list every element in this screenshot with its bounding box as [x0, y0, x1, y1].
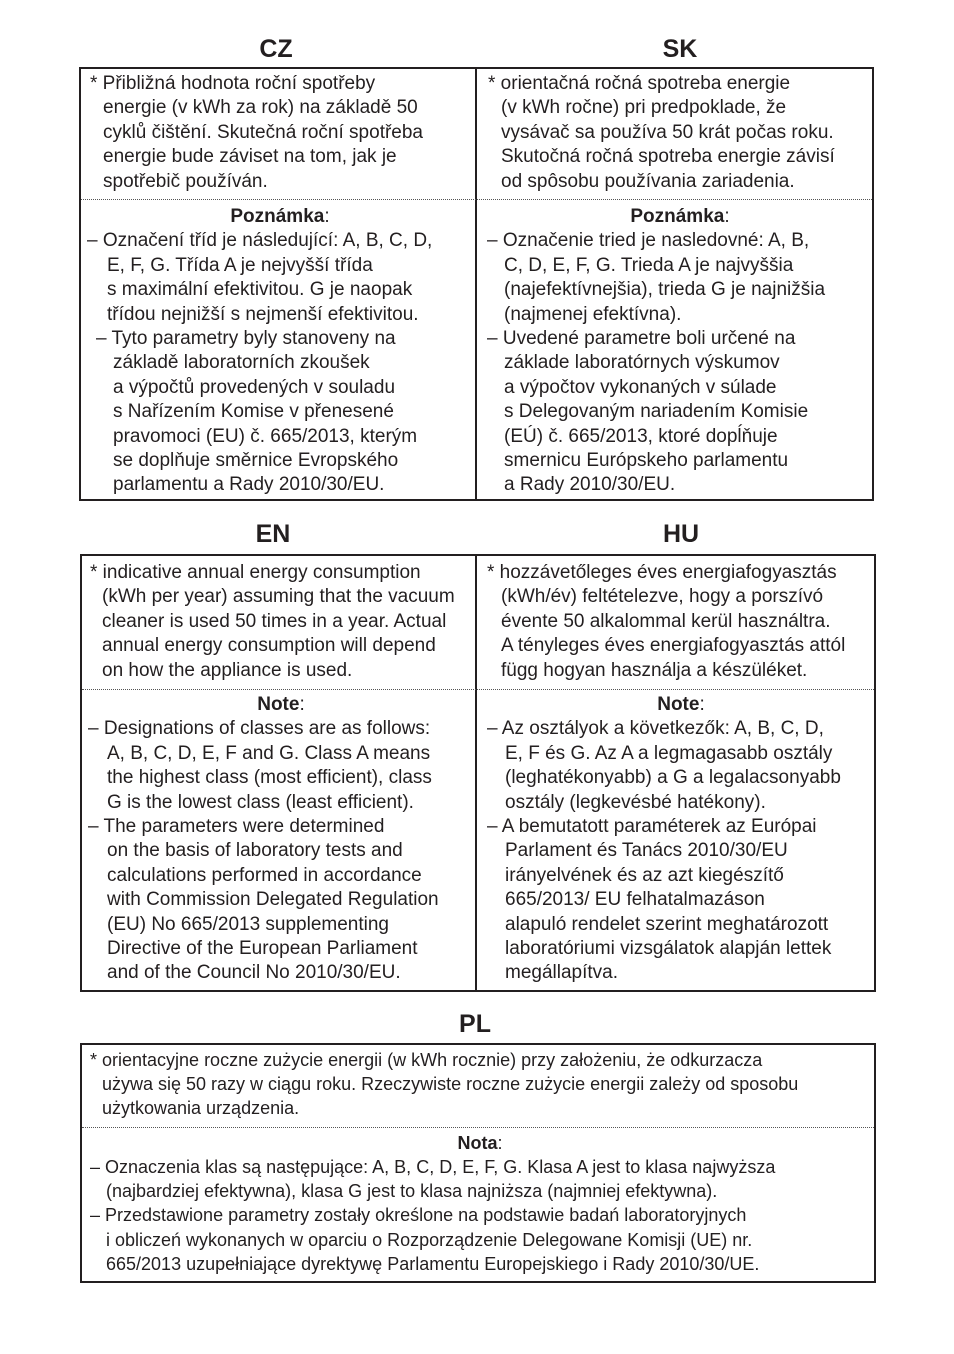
note-line: (najbardziej efektywna), klasa G jest to klasa najniższa (najmniej efektywna).	[106, 1181, 718, 1202]
footnote-line: évente 50 alkalommal kerül használtra.	[501, 610, 831, 632]
note-line: i obliczeń wykonanych w oparciu o Rozporządzenie Delegowane Komisji (UE) nr.	[106, 1229, 753, 1250]
note-title	[487, 205, 873, 229]
note-line: G is the lowest class (least efficient).	[107, 791, 414, 813]
footnote-line: annual energy consumption will depend	[102, 635, 436, 657]
footnote-line: od spôsobu používania zariadenia.	[501, 170, 795, 192]
note-line: with Commission Delegated Regulation	[107, 889, 439, 911]
note-line: osztály (legkevésbé hatékony).	[505, 791, 766, 813]
footnote-line: cyklů čištění. Skutečná roční spotřeba	[103, 121, 423, 143]
note-line: a výpočtů provedených v souladu	[113, 376, 396, 398]
note-line: – Az osztályok a következők: A, B, C, D,	[487, 718, 824, 740]
note-line: alapuló rendelet szerint meghatározott	[505, 913, 829, 935]
footnote-line: on how the appliance is used.	[102, 659, 353, 681]
footnote-line: cleaner is used 50 times in a year. Actual	[102, 610, 447, 632]
footnote-line: függ hogyan használja a készüléket.	[501, 659, 808, 681]
sk-footnote	[488, 72, 873, 194]
note-line: – Oznaczenia klas są następujące: A, B, C, D, E, F, G. Klasa A jest to klasa najwyższa	[90, 1157, 776, 1177]
note-title	[90, 1131, 870, 1155]
footnote-line: (v kWh ročne) pri predpoklade, že	[501, 97, 787, 119]
footnote-line: (kWh per year) assuming that the vacuum	[102, 586, 455, 608]
note-line: on the basis of laboratory tests and	[107, 840, 403, 862]
note-line: and of the Council No 2010/30/EU.	[107, 962, 401, 984]
footnote-line: * orientacyjne roczne zużycie energii (w kWh rocznie) przy założeniu, że odkurzacza	[90, 1050, 763, 1070]
note-line: – A bemutatott paraméterek az Európai	[487, 816, 817, 838]
heading-cz: CZ	[259, 35, 293, 63]
note-line: a Rady 2010/30/EU.	[504, 474, 676, 496]
note-line: – Označenie tried je nasledovné: A, B,	[487, 230, 810, 252]
footnote-line: użytkowania urządzenia.	[102, 1098, 300, 1119]
table-pl	[80, 1043, 876, 1283]
note-colon: :	[497, 1133, 503, 1153]
note-line: s Delegovaným nariadením Komisie	[504, 401, 809, 423]
heading-hu: HU	[662, 520, 700, 548]
note-line: Parlament és Tanács 2010/30/EU	[505, 840, 788, 862]
note-line: – Uvedené parametre boli určené na	[487, 328, 796, 350]
footnote-line: vysávač sa používa 50 krát počas roku.	[501, 121, 834, 143]
note-line: 665/2013/ EU felhatalmazáson	[505, 889, 765, 911]
note-line: a výpočtov vykonaných v súlade	[504, 376, 777, 398]
hu-footnote	[487, 561, 875, 683]
note-line: calculations performed in accordance	[107, 864, 422, 886]
note-title-text: Note	[257, 694, 300, 715]
footnote-line: * indicative annual energy consumption	[90, 562, 421, 583]
footnote-line: Skutočná ročná spotreba energie závisí	[501, 146, 835, 168]
note-line: se doplňuje směrnice Evropského	[113, 450, 399, 472]
heading-sk: SK	[662, 35, 698, 63]
footnote-line: energie bude záviset na tom, jak je	[103, 146, 397, 168]
note-title	[487, 693, 875, 717]
note-line: třídou nejnižší s nejmenší efektivitou.	[107, 303, 419, 325]
column-divider	[475, 556, 477, 990]
note-title-text: Note	[657, 694, 700, 715]
note-line: smernicu Európskeho parlamentu	[504, 450, 789, 472]
note-line: s Nařízením Komise v přenesené	[113, 401, 394, 423]
section-divider	[82, 1127, 874, 1128]
note-line: irányelvének és az azt kiegészítő	[505, 864, 784, 886]
note-line: (leghatékonyabb) a G a legalacsonyabb	[505, 767, 841, 789]
pl-footnote	[90, 1048, 870, 1121]
note-line: pravomoci (EU) č. 665/2013, kterým	[113, 425, 418, 447]
note-line: – Przedstawione parametry zostały określone na podstawie badań laboratoryjnych	[90, 1205, 747, 1226]
footnote-line: * Přibližná hodnota roční spotřeby	[90, 73, 376, 94]
en-note	[88, 693, 474, 986]
note-line: megállapítva.	[505, 962, 619, 984]
note-line: 665/2013 uzupełniające dyrektywę Parlamentu Europejskiego i Rady 2010/30/UE.	[106, 1253, 760, 1274]
note-line: – Designations of classes are as follows:	[88, 718, 431, 740]
note-line: parlamentu a Rady 2010/30/EU.	[113, 474, 385, 496]
note-title	[87, 205, 473, 229]
note-line: základe laboratórnych výskumov	[504, 352, 780, 374]
footnote-line: używa się 50 razy w ciągu roku. Rzeczywiste roczne zużycie energii zależy od sposobu	[102, 1074, 799, 1095]
hu-note	[487, 693, 875, 986]
note-title-text: Poznámka	[230, 206, 325, 227]
footnote-line: A tényleges éves energiafogyasztás attól	[501, 635, 846, 657]
note-line: – Označení tříd je následující: A, B, C, D,	[87, 230, 433, 252]
note-line: (EU) No 665/2013 supplementing	[107, 913, 390, 935]
note-line: Directive of the European Parliament	[107, 938, 418, 960]
heading-pl: PL	[459, 1010, 491, 1038]
footnote-line: * hozzávetőleges éves energiafogyasztás	[487, 562, 837, 583]
pl-note	[90, 1131, 870, 1276]
note-line: A, B, C, D, E, F and G. Class A means	[107, 742, 431, 764]
heading-en: EN	[255, 520, 291, 548]
note-line: (najefektívnejšia), trieda G je najnižšia	[504, 279, 826, 301]
note-line: E, F, G. Třída A je nejvyšší třída	[107, 254, 373, 276]
en-footnote	[90, 561, 475, 683]
note-line: laboratóriumi vizsgálatok alapján lettek	[505, 938, 832, 960]
footnote-line: * orientačná ročná spotreba energie	[488, 73, 791, 94]
footnote-line: (kWh/év) feltételezve, hogy a porszívó	[501, 586, 824, 608]
note-line: E, F és G. Az A a legmagasabb osztály	[505, 742, 833, 764]
note-colon: :	[299, 694, 305, 715]
note-colon: :	[324, 206, 330, 227]
note-title-text: Poznámka	[630, 206, 725, 227]
note-line: (EÚ) č. 665/2013, ktoré dopĺňuje	[504, 425, 778, 447]
note-line: the highest class (most efficient), class	[107, 767, 432, 789]
section-divider	[81, 199, 872, 200]
table-cz-sk	[79, 67, 874, 501]
note-line: (najmenej efektívna).	[504, 303, 682, 325]
cz-note	[87, 205, 473, 498]
note-title	[88, 693, 474, 717]
note-colon: :	[699, 694, 705, 715]
column-divider	[475, 69, 477, 499]
note-line: základě laboratorních zkoušek	[113, 352, 370, 374]
note-title-text: Nota	[457, 1133, 498, 1153]
note-colon: :	[724, 206, 730, 227]
note-line: s maximální efektivitou. G je naopak	[107, 279, 413, 301]
note-line: – Tyto parametry byly stanoveny na	[96, 328, 396, 350]
table-en-hu	[80, 554, 876, 992]
footnote-line: energie (v kWh za rok) na základě 50	[103, 97, 418, 119]
sk-note	[487, 205, 873, 498]
note-line: C, D, E, F, G. Trieda A je najvyššia	[504, 254, 794, 276]
section-divider	[82, 689, 874, 690]
footnote-line: spotřebič používán.	[103, 170, 268, 192]
note-line: – The parameters were determined	[88, 816, 385, 838]
cz-footnote	[90, 72, 475, 194]
